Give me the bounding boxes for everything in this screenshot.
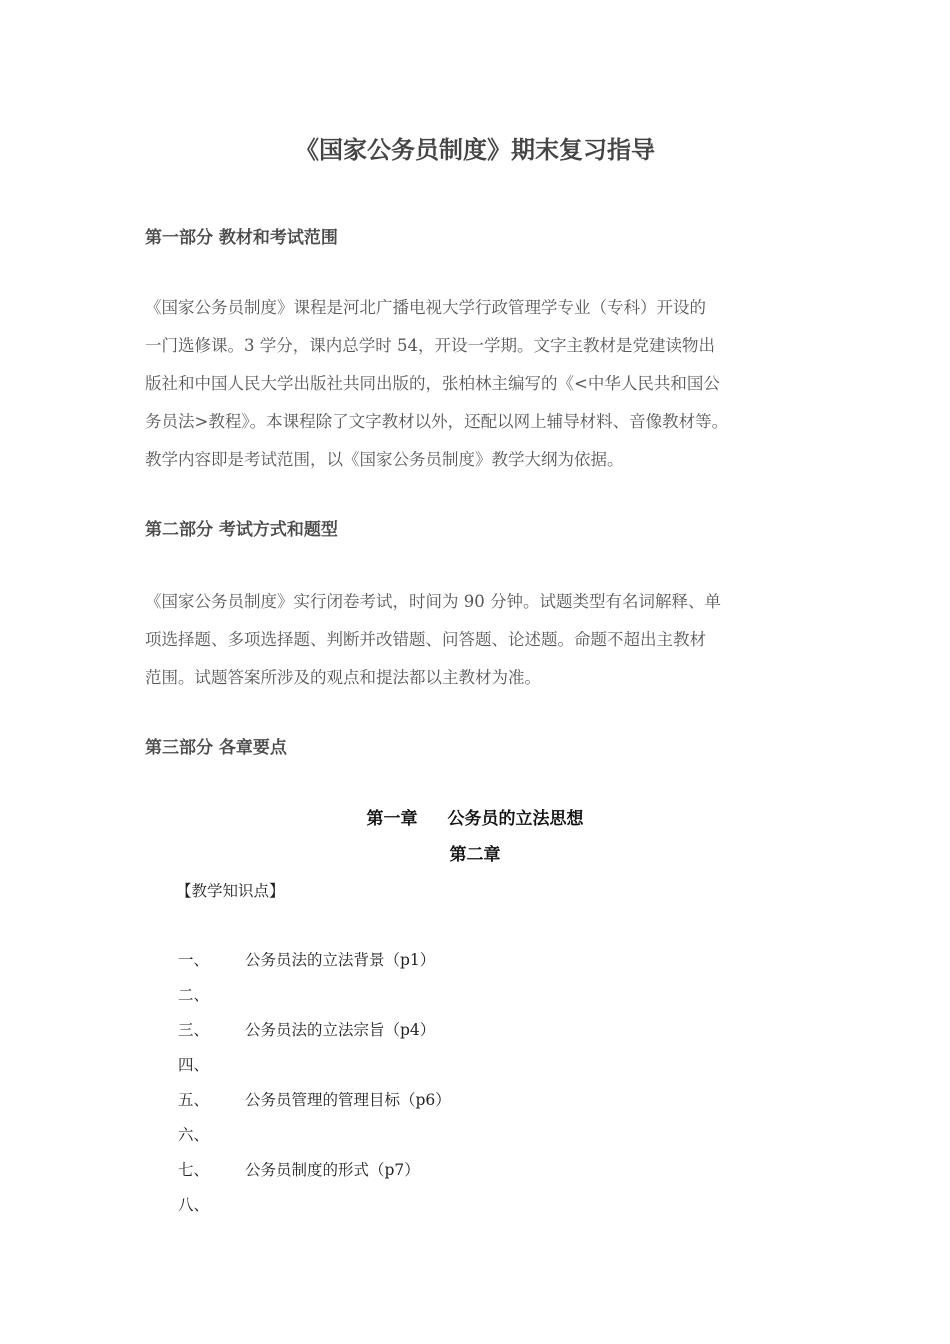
item-text: 公务员法的立法宗旨（p4） [245,1021,436,1039]
chapter-number: 第一章 [366,809,418,829]
next-chapter-title: 第二章 [449,845,501,865]
item-number: 二、 [178,986,210,1004]
list-item [178,948,451,983]
paragraph-line: 一门选修课。3 学分，课内总学时 54，开设一学期。文字主教材是党建读物出 [145,336,715,355]
section-heading-1: 第一部分 教材和考试范围 [145,228,338,248]
item-number: 一、 [178,951,210,969]
paragraph-line: 项选择题、多项选择题、判断并改错题、问答题、论述题。命题不超出主教材 [145,630,706,649]
list-item [178,1158,451,1193]
list-item [178,1018,451,1053]
section-heading-2: 第二部分 考试方式和题型 [145,520,338,540]
chapter-title [0,806,950,832]
item-number: 五、 [178,1091,210,1109]
item-number: 六、 [178,1126,210,1144]
list-item [178,983,451,1018]
knowledge-points-list [178,948,451,1228]
item-text: 公务员制度的形式（p7） [245,1161,420,1179]
item-number: 八、 [178,1196,210,1214]
chapter-name: 公务员的立法思想 [447,809,584,829]
paragraph-line: 范围。试题答案所涉及的观点和提法都以主教材为准。 [145,668,541,687]
item-number: 四、 [178,1056,210,1074]
page-title: 《国家公务员制度》期末复习指导 [295,136,655,164]
item-number: 三、 [178,1021,210,1039]
list-item [178,1193,451,1228]
list-item [178,1088,451,1123]
paragraph-line: 教学内容即是考试范围，以《国家公务员制度》教学大纲为依据。 [145,450,624,469]
section-2-paragraph [145,583,835,697]
item-number: 七、 [178,1161,210,1179]
paragraph-line: 《国家公务员制度》课程是河北广播电视大学行政管理学专业（专科）开设的 [145,298,706,317]
list-item [178,1123,451,1158]
paragraph-line: 务员法>教程》。本课程除了文字教材以外，还配以网上辅导材料、音像教材等。 [145,412,729,431]
paragraph-line: 《国家公务员制度》实行闭卷考试，时间为 90 分钟。试题类型有名词解释、单 [145,592,721,611]
section-heading-3: 第三部分 各章要点 [145,738,287,758]
knowledge-points-label: 【教学知识点】 [176,882,285,900]
section-1-paragraph [145,289,835,479]
item-text: 公务员管理的管理目标（p6） [245,1091,451,1109]
list-item [178,1053,451,1088]
item-text: 公务员法的立法背景（p1） [245,951,436,969]
paragraph-line: 版社和中国人民大学出版社共同出版的，张柏林主编写的《<中华人民共和国公 [145,374,720,393]
